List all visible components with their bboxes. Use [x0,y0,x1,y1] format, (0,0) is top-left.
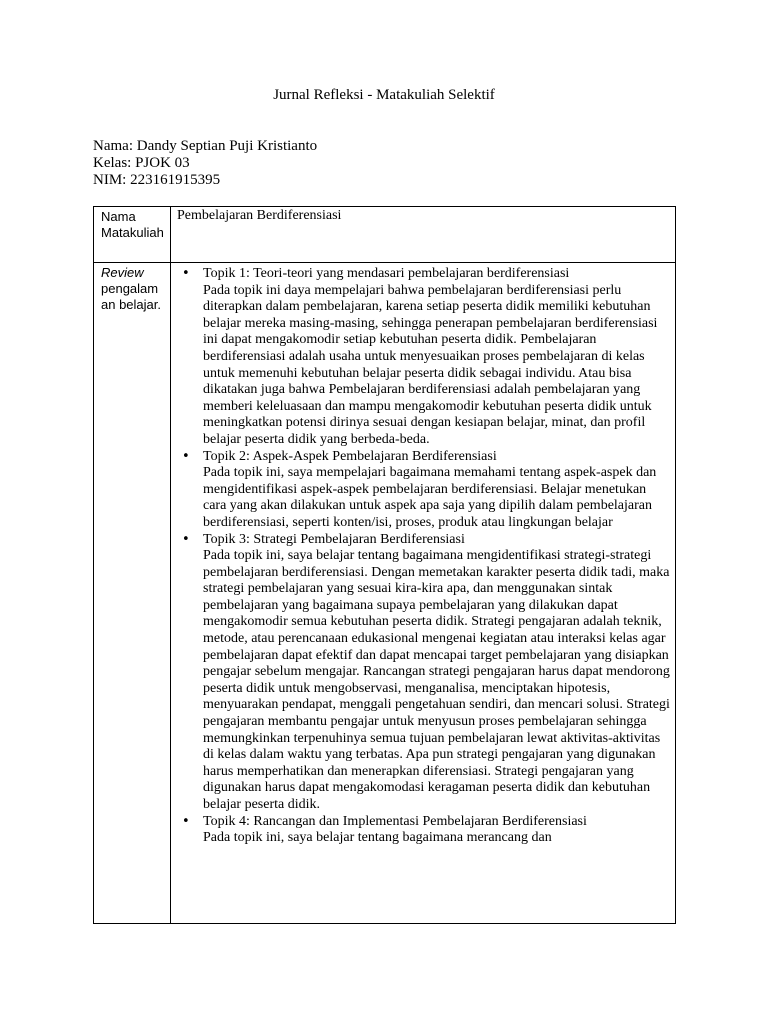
topic-item [182,814,671,847]
topic-heading: • Topik 2: Aspek-Aspek Pembelajaran Berdiferensiasi [203,448,497,464]
topic-heading: • Topik 4: Rancangan dan Implementasi Pembelajaran Berdiferensiasi [203,813,587,829]
journal-table [93,206,676,924]
table-row-review [94,263,676,924]
topic-list [171,263,675,847]
topic-heading: • Topik 1: Teori-teori yang mendasari pembelajaran berdiferensiasi [203,266,570,281]
student-name: Nama: Dandy Septian Puji Kristianto [93,138,318,154]
review-label-line2: pengalam [101,281,159,296]
student-nim: NIM: 223161915395 [93,172,221,188]
review-content-cell [171,263,676,924]
topic-body: Pada topik ini, saya mempelajari bagaimana memahami tentang aspek-aspek dan mengidentifikasi aspek-aspek pembelajaran berdiferensiasi. Belajar menetukan cara yang akan dilakukan untuk aspek apa saja yang dipilih dalam pembelajaran berdiferensiasi, seperti konten/isi, proses, produk atau lingkungan belajar [203,465,657,530]
topic-item [182,532,671,814]
student-class: Kelas: PJOK 03 [93,155,190,171]
topic-heading: • Topik 3: Strategi Pembelajaran Berdiferensiasi [203,531,465,547]
course-label-line2: Matakuliah [101,225,164,240]
review-label-cell [94,263,171,924]
topic-item [182,449,671,532]
review-label-line1: Review [101,265,144,280]
topic-item [182,266,671,449]
course-label-line1: Nama [101,209,136,224]
topic-body: Pada topik ini, saya belajar tentang bagaimana merancang dan [203,830,552,846]
topic-body: Pada topik ini, saya belajar tentang bagaimana mengidentifikasi strategi-strategi pembelajaran berdiferensiasi. Dengan memetakan karakter peserta didik tadi, maka strategi pembelajaran yang sesuai kira-kira apa, dan menggunakan sintak pembelajaran yang bagaimana supaya pembelajaran yang dilakukan dapat mengakomodir semua kebutuhan peserta didik. Strategi pengajaran adalah teknik, metode, atau perencanaan edukasional mengenai kegiatan atau interaksi kelas agar pembelajaran dapat efektif dan dapat mencapai target pembelajaran yang disiapkan pengajar sebelum mengajar. Rancangan strategi pengajaran harus dapat mendorong peserta didik untuk mengobservasi, menganalisa, menciptakan hipotesis, menyuarakan pendapat, menggali pengetahuan sendiri, dan mencari solusi. Strategi pengajaran membantu pengajar untuk menyusun proses pembelajaran sehingga memungkinkan terpenuhinya semua tujuan pembelajaran lewat aktivitas-aktivitas di kelas dalam waktu yang terbatas. Apa pun strategi pengajaran yang digunakan harus memperhatikan dan menerapkan diferensiasi. Strategi pengajaran yang digunakan harus dapat mengakomodasi keragaman peserta didik dan kebutuhan belajar peserta didik. [203,548,670,812]
review-label-line3: an belajar. [101,297,161,312]
table-row-course [94,207,676,263]
course-label-cell [94,207,171,263]
course-value-cell [171,207,676,263]
course-value: Pembelajaran Berdiferensiasi [177,208,342,223]
student-info [93,138,317,189]
topic-body: Pada topik ini daya mempelajari bahwa pembelajaran berdiferensiasi perlu diterapkan dalam pembelajaran, karena setiap peserta didik memiliki kebutuhan belajar mereka masing-masing, sehingga penerapan pembelajaran berdiferensiasi ini dapat mengakomodir setiap kebutuhan peserta didik. Pembelajaran berdiferensiasi adalah usaha untuk menyesuaikan proses pembelajaran di kelas untuk memenuhi kebutuhan belajar peserta didik sebagai individu. Atau bisa dikatakan juga bahwa Pembelajaran berdiferensiasi adalah pembelajaran yang memberi keleluasaan dan mampu mengakomodir kebutuhan peserta didik untuk meningkatkan potensi dirinya sesuai dengan kesiapan belajar, minat, dan profil belajar peserta didik yang berbeda-beda. [203,282,658,447]
document-title: Jurnal Refleksi - Matakuliah Selektif [273,87,495,103]
